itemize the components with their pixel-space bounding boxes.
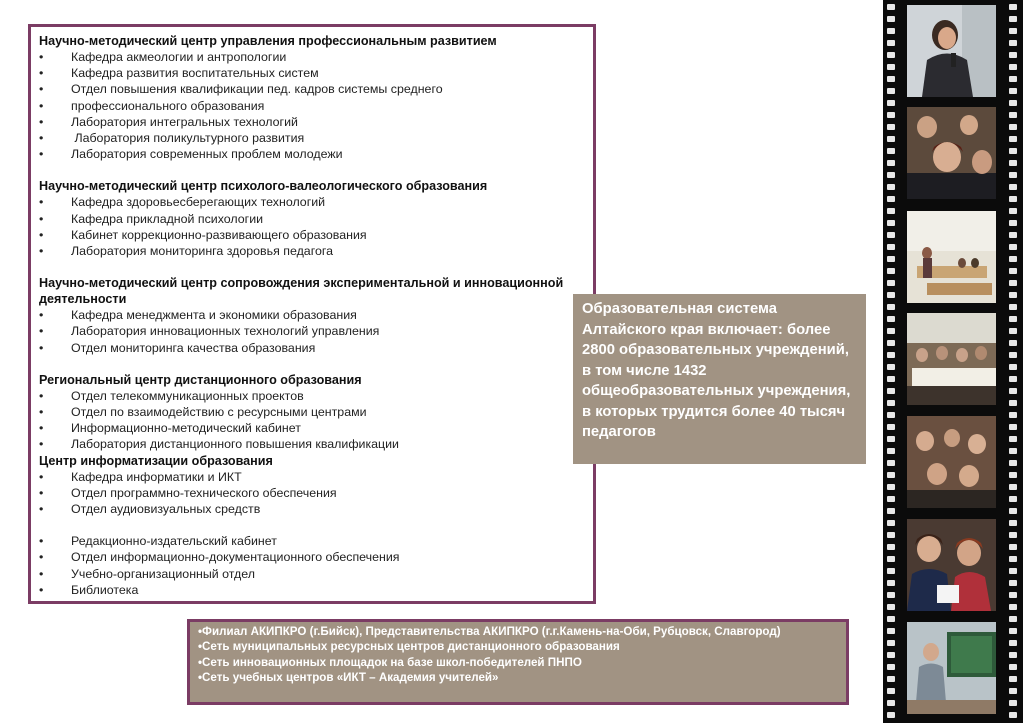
branch-line: •Филиал АКИПКРО (г.Бийск), Представительства АКИПКРО (г.г.Камень-на-Оби, Рубцовск, Славгород) (198, 625, 781, 638)
film-hole (887, 496, 895, 502)
film-hole (1009, 376, 1017, 382)
film-hole (1009, 616, 1017, 622)
film-hole (887, 28, 895, 34)
list-item: • Лаборатория поликультурного развития (39, 131, 305, 146)
film-hole (887, 688, 895, 694)
film-hole (1009, 412, 1017, 418)
photo-frame-speaker (907, 5, 996, 97)
list-item: • Кафедра развития воспитательных систем (39, 66, 319, 81)
film-hole (887, 88, 895, 94)
film-hole (887, 388, 895, 394)
film-hole (887, 292, 895, 298)
film-hole (887, 208, 895, 214)
film-hole (1009, 508, 1017, 514)
section-heading-experimental: Научно-методический центр сопровождения экспериментальной и инновационной деятельности (39, 276, 564, 307)
photo-frame-hall (907, 211, 996, 303)
list-item: • Отдел повышения квалификации пед. кадров системы среднего (39, 82, 443, 97)
film-hole (1009, 304, 1017, 310)
film-hole (887, 592, 895, 598)
film-hole (887, 700, 895, 706)
section-list-professional-development (39, 49, 593, 162)
film-hole (887, 568, 895, 574)
film-hole (1009, 112, 1017, 118)
section-list-distance-education (39, 388, 593, 453)
info-text: Образовательная система Алтайского края включает: более 2800 образовательных учреждений, в том числе 1432 общеобразовательных учреждения, в которых трудится более 40 тысяч педагогов (582, 301, 851, 440)
section-heading-distance-education: Региональный центр дистанционного образования (39, 372, 362, 387)
film-hole (1009, 400, 1017, 406)
film-hole (1009, 172, 1017, 178)
film-hole (887, 412, 895, 418)
film-hole (887, 436, 895, 442)
film-hole (887, 52, 895, 58)
film-perforation-left (887, 0, 895, 723)
film-hole (887, 244, 895, 250)
film-hole (1009, 700, 1017, 706)
film-hole (887, 220, 895, 226)
film-hole (1009, 472, 1017, 478)
branches-network-box (187, 619, 849, 705)
film-hole (887, 112, 895, 118)
film-hole (887, 40, 895, 46)
list-item: • Отдел аудиовизуальных средств (39, 502, 261, 517)
film-hole (1009, 424, 1017, 430)
photo-frame-participants (907, 416, 996, 508)
list-item: • Отдел телекоммуникационных проектов (39, 388, 304, 403)
film-hole (1009, 496, 1017, 502)
photo-image (907, 313, 996, 405)
film-hole (887, 460, 895, 466)
film-hole (1009, 568, 1017, 574)
film-hole (1009, 364, 1017, 370)
network-line: •Сеть муниципальных ресурсных центров дистанционного образования (198, 640, 620, 654)
film-hole (887, 160, 895, 166)
film-hole (1009, 688, 1017, 694)
photo-image (907, 519, 996, 611)
film-hole (887, 76, 895, 82)
section-heading-informatization: Центр информатизации образования (39, 453, 273, 468)
film-hole (887, 232, 895, 238)
film-hole (1009, 544, 1017, 550)
list-item: • Кафедра акмеологии и антропологии (39, 50, 287, 64)
film-hole (887, 604, 895, 610)
film-hole (1009, 220, 1017, 226)
film-hole (887, 424, 895, 430)
film-hole (1009, 352, 1017, 358)
list-item: • Кафедра прикладной психологии (39, 211, 264, 226)
network-line: •Сеть инновационных площадок на базе школ-победителей ПНПО (198, 655, 582, 669)
list-item: • Отдел информационно-документационного обеспечения (39, 550, 400, 565)
film-hole (1009, 100, 1017, 106)
list-item: • Лаборатория дистанционного повышения квалификации (39, 437, 399, 452)
film-hole (887, 664, 895, 670)
film-hole (1009, 712, 1017, 718)
film-hole (887, 520, 895, 526)
film-hole (887, 376, 895, 382)
film-hole (887, 352, 895, 358)
film-hole (1009, 64, 1017, 70)
film-hole (887, 676, 895, 682)
film-hole (1009, 328, 1017, 334)
film-hole (887, 184, 895, 190)
section-heading-psychology: Научно-методический центр психолого-валеологического образования (39, 179, 488, 194)
film-hole (1009, 16, 1017, 22)
film-strip (883, 0, 1023, 723)
film-hole (887, 268, 895, 274)
film-perforation-right (1009, 0, 1017, 723)
photo-frame-audience (907, 107, 996, 199)
list-item: • Библиотека (39, 582, 139, 597)
section-list-informatization (39, 469, 593, 518)
film-hole (887, 196, 895, 202)
film-hole (1009, 652, 1017, 658)
film-hole (887, 64, 895, 70)
film-hole (1009, 484, 1017, 490)
photo-frame-lecturer (907, 622, 996, 714)
film-hole (1009, 580, 1017, 586)
film-hole (1009, 244, 1017, 250)
photo-frame-women (907, 519, 996, 611)
film-hole (887, 448, 895, 454)
film-hole (1009, 640, 1017, 646)
film-hole (1009, 232, 1017, 238)
section-heading-professional-development: Научно-методический центр управления профессиональным развитием (39, 34, 497, 48)
film-hole (1009, 208, 1017, 214)
film-hole (887, 628, 895, 634)
network-line: •Сеть учебных центров «ИКТ – Академия учителей» (198, 671, 499, 685)
list-item: • Лаборатория мониторинга здоровья педагога (39, 244, 333, 259)
film-hole (1009, 196, 1017, 202)
list-item: • Информационно-методический кабинет (39, 421, 301, 436)
film-hole (887, 304, 895, 310)
photo-image (907, 211, 996, 303)
film-hole (887, 532, 895, 538)
film-hole (1009, 556, 1017, 562)
film-hole (1009, 520, 1017, 526)
film-hole (887, 508, 895, 514)
film-hole (1009, 532, 1017, 538)
film-hole (1009, 388, 1017, 394)
education-system-info-box (573, 294, 866, 464)
film-hole (1009, 340, 1017, 346)
film-hole (1009, 148, 1017, 154)
film-hole (887, 124, 895, 130)
photo-image (907, 622, 996, 714)
film-hole (887, 652, 895, 658)
list-item: • Лаборатория инновационных технологий управления (39, 324, 380, 339)
photo-image (907, 107, 996, 199)
film-hole (887, 316, 895, 322)
film-hole (1009, 4, 1017, 10)
film-hole (887, 544, 895, 550)
photo-frame-meeting (907, 313, 996, 405)
film-hole (887, 100, 895, 106)
structure-list-box (28, 24, 596, 604)
film-hole (887, 4, 895, 10)
film-hole (887, 400, 895, 406)
film-hole (1009, 628, 1017, 634)
film-hole (1009, 292, 1017, 298)
photo-image (907, 5, 996, 97)
section-list-experimental (39, 307, 593, 356)
film-hole (1009, 436, 1017, 442)
film-hole (1009, 676, 1017, 682)
list-item: • Кафедра информатики и ИКТ (39, 469, 242, 484)
list-item: • профессионального образования (39, 98, 265, 113)
list-item: • Лаборатория интегральных технологий (39, 114, 298, 129)
film-hole (887, 136, 895, 142)
film-hole (1009, 604, 1017, 610)
film-hole (1009, 28, 1017, 34)
film-hole (1009, 268, 1017, 274)
film-hole (1009, 664, 1017, 670)
film-hole (1009, 316, 1017, 322)
film-hole (887, 616, 895, 622)
list-item: • Отдел мониторинга качества образования (39, 340, 316, 355)
list-item: • Учебно-организационный отдел (39, 566, 255, 581)
film-hole (1009, 136, 1017, 142)
list-item: • Кафедра здоровьесберегающих технологий (39, 195, 326, 210)
film-hole (1009, 592, 1017, 598)
film-hole (887, 340, 895, 346)
film-hole (1009, 160, 1017, 166)
section-list-psychology (39, 194, 593, 259)
film-hole (887, 148, 895, 154)
film-hole (1009, 280, 1017, 286)
film-hole (887, 364, 895, 370)
film-hole (887, 328, 895, 334)
film-hole (887, 472, 895, 478)
extra-departments-list (39, 533, 593, 598)
list-item: • Кафедра менеджмента и экономики образования (39, 308, 357, 323)
film-hole (887, 172, 895, 178)
list-item: • Лаборатория современных проблем молодежи (39, 147, 343, 162)
film-hole (1009, 256, 1017, 262)
film-hole (887, 640, 895, 646)
list-item: • Кабинет коррекционно-развивающего образования (39, 227, 367, 242)
film-hole (1009, 124, 1017, 130)
film-hole (887, 484, 895, 490)
film-hole (1009, 76, 1017, 82)
film-hole (887, 556, 895, 562)
film-hole (1009, 460, 1017, 466)
list-item: • Отдел программно-технического обеспечения (39, 485, 337, 500)
film-hole (1009, 184, 1017, 190)
film-hole (1009, 448, 1017, 454)
photo-image (907, 416, 996, 508)
film-hole (887, 16, 895, 22)
film-hole (1009, 88, 1017, 94)
list-item: • Редакционно-издательский кабинет (39, 534, 277, 549)
list-item: • Отдел по взаимодействию с ресурсными центрами (39, 405, 367, 420)
film-hole (887, 580, 895, 586)
film-hole (887, 256, 895, 262)
film-hole (887, 280, 895, 286)
film-hole (887, 712, 895, 718)
film-hole (1009, 40, 1017, 46)
film-hole (1009, 52, 1017, 58)
